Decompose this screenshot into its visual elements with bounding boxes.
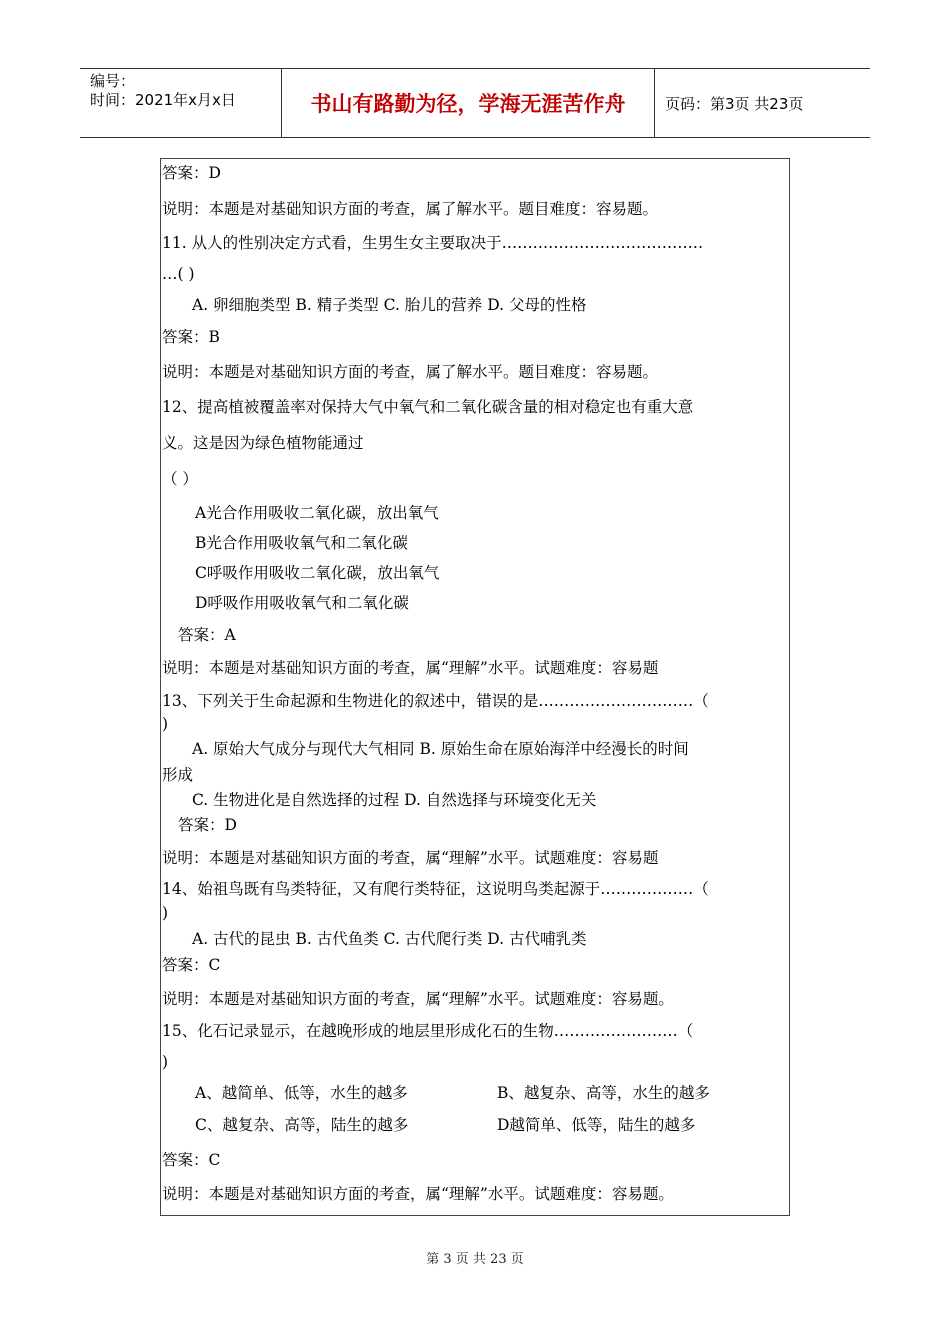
answer-12: 答案：A — [178, 626, 236, 644]
header-meta — [80, 69, 282, 137]
option-12-b: B光合作用吸收氧气和二氧化碳 — [195, 534, 408, 552]
answer-13: 答案：D — [178, 816, 237, 834]
question-11: 11. 从人的性别决定方式看，生男生女主要取决于………………………………… — [162, 234, 704, 252]
question-box — [160, 158, 790, 1216]
option-15-c: C、越复杂、高等，陆生的越多 — [195, 1116, 409, 1134]
explanation-11: 说明：本题是对基础知识方面的考查，属了解水平。题目难度：容易题。 — [162, 363, 659, 381]
time-label: 时间：2021年x月x日 — [90, 91, 236, 109]
question-15: 15、化石记录显示，在越晚形成的地层里形成化石的生物……………………（ — [162, 1022, 694, 1040]
option-15-a: A、越简单、低等，水生的越多 — [195, 1084, 408, 1102]
answer-11: 答案：B — [162, 328, 220, 346]
answer-10: 答案：D — [162, 164, 221, 182]
option-12-c: C呼吸作用吸收二氧化碳，放出氧气 — [195, 564, 440, 582]
question-11-cont: …( ) — [162, 265, 195, 283]
header-motto: 书山有路勤为径，学海无涯苦作舟 — [282, 69, 655, 137]
options-13-cd: C. 生物进化是自然选择的过程 D. 自然选择与环境变化无关 — [192, 791, 597, 809]
page-footer: 第 3 页 共 23 页 — [426, 1252, 524, 1267]
option-15-b: B、越复杂、高等，水生的越多 — [497, 1084, 710, 1102]
question-12: 12、提高植被覆盖率对保持大气中氧气和二氧化碳含量的相对稳定也有重大意 — [162, 398, 694, 416]
option-12-a: A光合作用吸收二氧化碳，放出氧气 — [195, 504, 439, 522]
options-11: A. 卵细胞类型 B. 精子类型 C. 胎儿的营养 D. 父母的性格 — [192, 296, 587, 314]
options-14: A. 古代的昆虫 B. 古代鱼类 C. 古代爬行类 D. 古代哺乳类 — [192, 930, 587, 948]
question-12-blank: （ ） — [162, 470, 198, 488]
header-page-info: 页码：第3页 共23页 — [665, 94, 804, 113]
explanation-10: 说明：本题是对基础知识方面的考查，属了解水平。题目难度：容易题。 — [162, 200, 659, 218]
question-14: 14、始祖鸟既有鸟类特征，又有爬行类特征，这说明鸟类起源于………………（ — [162, 880, 709, 898]
option-12-d: D呼吸作用吸收氧气和二氧化碳 — [195, 594, 409, 612]
question-13-cont: ) — [162, 715, 169, 733]
page-header — [80, 68, 870, 138]
explanation-15: 说明：本题是对基础知识方面的考查，属“理解”水平。试题难度：容易题。 — [162, 1185, 674, 1203]
question-15-cont: ) — [162, 1053, 169, 1071]
explanation-14: 说明：本题是对基础知识方面的考查，属“理解”水平。试题难度：容易题。 — [162, 990, 674, 1008]
explanation-12: 说明：本题是对基础知识方面的考查，属“理解”水平。试题难度：容易题 — [162, 659, 659, 677]
explanation-13: 说明：本题是对基础知识方面的考查，属“理解”水平。试题难度：容易题 — [162, 849, 659, 867]
question-13: 13、下列关于生命起源和生物进化的叙述中，错误的是…………………………（ — [162, 692, 709, 710]
answer-15: 答案：C — [162, 1151, 221, 1169]
options-13-ab-cont: 形成 — [162, 766, 194, 784]
question-12-cont: 义。这是因为绿色植物能通过 — [162, 434, 364, 452]
answer-14: 答案：C — [162, 956, 221, 974]
options-13-ab: A. 原始大气成分与现代大气相同 B. 原始生命在原始海洋中经漫长的时间 — [192, 740, 689, 758]
option-15-d: D越简单、低等，陆生的越多 — [497, 1116, 696, 1134]
number-label: 编号： — [90, 72, 136, 90]
question-14-cont: ) — [162, 904, 169, 922]
